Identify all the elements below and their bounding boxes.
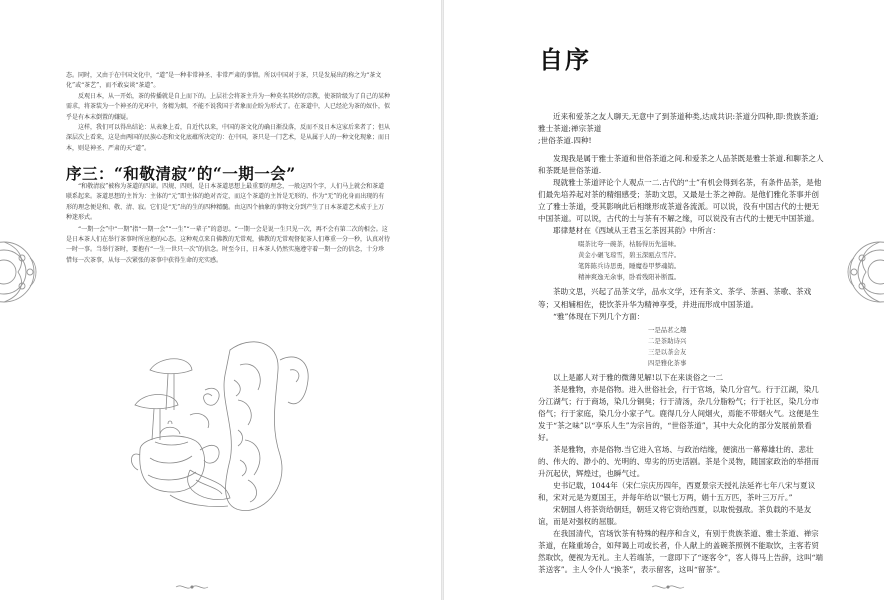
elegance-item: 二是茶助诗兴 (648, 336, 687, 345)
left-paragraph: 态。同时，又由于在中国文化中，“道”是一种非常神圣、非常严肃的事情。所以中国对于茶，只是发展出的称之为“茶文化”或“茶艺”，而不敢妄谈“茶道”。 (66, 72, 382, 90)
right-paragraph: 发现我是属于雅士茶道和世俗茶道之间.和爱茶之人品茶既是雅士茶道.和聊茶之人和茶既是世俗茶道. (538, 154, 824, 176)
right-paragraph: 以上是鄙人对于雅的微薄见解!以下在来谈俗之一二 (553, 372, 724, 382)
left-paragraph: “和敬清寂”被称为茶道的四谛。四规、四则，是日本茶道思想上最重要的理念，一般这四个字，人们马上就会和茶道联系起来。茶道思想的主旨为：主体的“元”即主体的绝对否定，而这个茶道的主旨是无形的、作为“无”的化身而出现的有形的理念便是和、敬、清、寂。它们是“无”出的生的四种精髓。由这四个抽象的事物文分到产生了日本茶道艺术成于上万种迷形式。 (66, 183, 385, 222)
right-paragraph: 耶律楚材在《西域从王君玉乞茶因其韵》中所言： (553, 226, 721, 236)
right-paragraph: 茶是雅物，亦是俗物。进入世俗社会，行于官场，染几分官气。行于江湖，染几分江湖气；行于商场，染几分铜臭；行于清汤，杂几分脂粉气；行于社区，染几分市俗气；行于家庭，染几分小家子气。鹿得几分人间烟火，焉能不带烟火气。这便是生发于“茶之味”以“享乐人生”为宗旨的，“世俗茶道”，其中大众化的部分发展前景看好。 (538, 384, 819, 442)
elegance-item: 三是以茶会友 (648, 347, 687, 356)
left-paragraph: 反观日本，从一开始，茶的传播就是自上而下的。上层社会将茶主升为一种莫名其妙的宗教，使茶阶级为了自己的某种需求，将茶装为一个神圣的光环中，务精为烟，不能不说我国于者象而企盼为形式了。在茶道中，人已经沦为茶的奴仆，似乎是有本末倒置的嫌疑。 (66, 92, 391, 121)
footer-ornament (650, 583, 686, 591)
footer-ornament (174, 583, 210, 591)
right-paragraph: “雅”体现在下列几个方面： (553, 311, 645, 321)
elegance-item: 四是雅化茶事 (648, 358, 687, 367)
right-paragraph: 现就雅士茶道评论个人观点一二.古代的“士”有机会得到名茶，有条件品茶，是他们最先培养起对茶的精细感受；茶助文思，又最是士茶之神韵。是他们雅化茶事并创立了雅士茶道，受其影响此后相继形成茶道各流派。可以说，没有中国古代的士便无中国茶道。可以说，古代的士与茶有不解之缘，可以说没有古代的士便无中国茶道。 (538, 178, 822, 224)
elegance-list (648, 325, 826, 369)
lace-ornament-right (842, 228, 884, 316)
right-paragraph: 茶是雅物，亦是俗物.当它进入官场、与政治结缘，便演出一幕幕雄壮的、悲壮的、伟大的、渺小的、光明的、卑劣的历史活剧。茶是个灵物，随国家政治的举措而升沉起伏，辉煌过，也瞬气过。 (538, 444, 819, 478)
right-paragraph: ;世俗茶道.四种! (538, 136, 592, 146)
section-title: 序三：“和敬清寂”的“一期一会” (66, 164, 296, 183)
left-paragraph: “一期一会”中“一期”指“一期一会”“一生”“一辈子”的意思。“一期一会是说一生只见一次，再不会有第二次的相会。这是日本茶人们在举行茶事时所应抱的心态。这种观点来自佛教的无常观，佛教的无常观督促茶人们尊重一分一秒，认真对待一时一事。当举行茶时，要抱有“一生一世只一次”的信念。时至今日，日本茶人仍然实施遵守着一期一会的信念，十分珍惜每一次茶事，从每一次紧张的茶事中获得生命的充实感。 (66, 225, 391, 264)
page-title: 自序 (539, 45, 591, 74)
poem-block (578, 239, 826, 283)
left-paragraph: 这样，我们可以得出结论：从表象上看，自近代以来，中国的茶文化的确日渐没落，反而不及日本这家后来者了；但从深层次上看来，这是由两国的民族心态和文化底蕴所决定的：在中国，茶只是一门艺术，是从属于人的一种文化现象；而日本，则是神圣、严肃的天“道”。 (66, 124, 391, 152)
poem-line: 精神爽逸无余事，卧看残阳补断霞。 (578, 273, 681, 282)
left-top-text (66, 71, 390, 154)
poem-line: 笔阵陈兵诗思勇，睡魔卷甲梦魂销。 (578, 262, 681, 271)
right-paragraph: 茶助文思，兴起了品茶文学，品水文学，还有茶文、茶学、茶画、茶歌、茶戏等；又相辅相佐，使饮茶升华为精神享受，并进而形成中国茶道。 (538, 287, 812, 309)
right-paragraph: 宋朝国人将茶资给朝廷，朝廷又将它资给西夏，以取悦强敌。茶负载的不是友谊，而是对强权的屈服。 (538, 505, 812, 527)
right-paragraph: 近来和爱茶之友人聊天,无意中了到茶道种类,达成共识:茶道分四种,即:贵族茶道;雅士茶道;禅宗茶道 (538, 112, 819, 134)
poem-line: 啜茶比夸一碗茶，枯肠得历先滋味。 (578, 240, 681, 249)
right-body-text (538, 111, 826, 576)
right-paragraph: 史书记载，1044年（宋仁宗庆历四年，西夏景宗天授礼法延祚七年八宋与夏议和，宋对元是为夏国王，并每年给以“银七万两，娟十五万匹，茶叶三万斤。” (538, 481, 816, 503)
tea-illustration (130, 330, 330, 520)
elegance-item: 一是品茗之趣 (648, 325, 687, 334)
left-page (0, 0, 441, 600)
lace-ornament-left (0, 228, 42, 316)
poem-line: 黄金小碾飞琼雪，碧玉深瓯点雪芹。 (578, 251, 681, 260)
right-page (444, 0, 884, 600)
left-mid-text (66, 182, 390, 267)
right-paragraph: 在我国清代，官场饮茶有特殊的程序和含义，有别于贵族茶道、雅士茶道、禅宗茶道，在隆重场合，如拜谒上司或长者，仆人献上的盖碗茶照例不能取饮，主客若贸然取饮，便视为无礼。主人若端茶，一意即下了“逐客令”，客人得马上告辞，这叫“端茶送客”。主人令仆人“换茶”，表示留客，这叫“留茶”。 (538, 529, 824, 575)
